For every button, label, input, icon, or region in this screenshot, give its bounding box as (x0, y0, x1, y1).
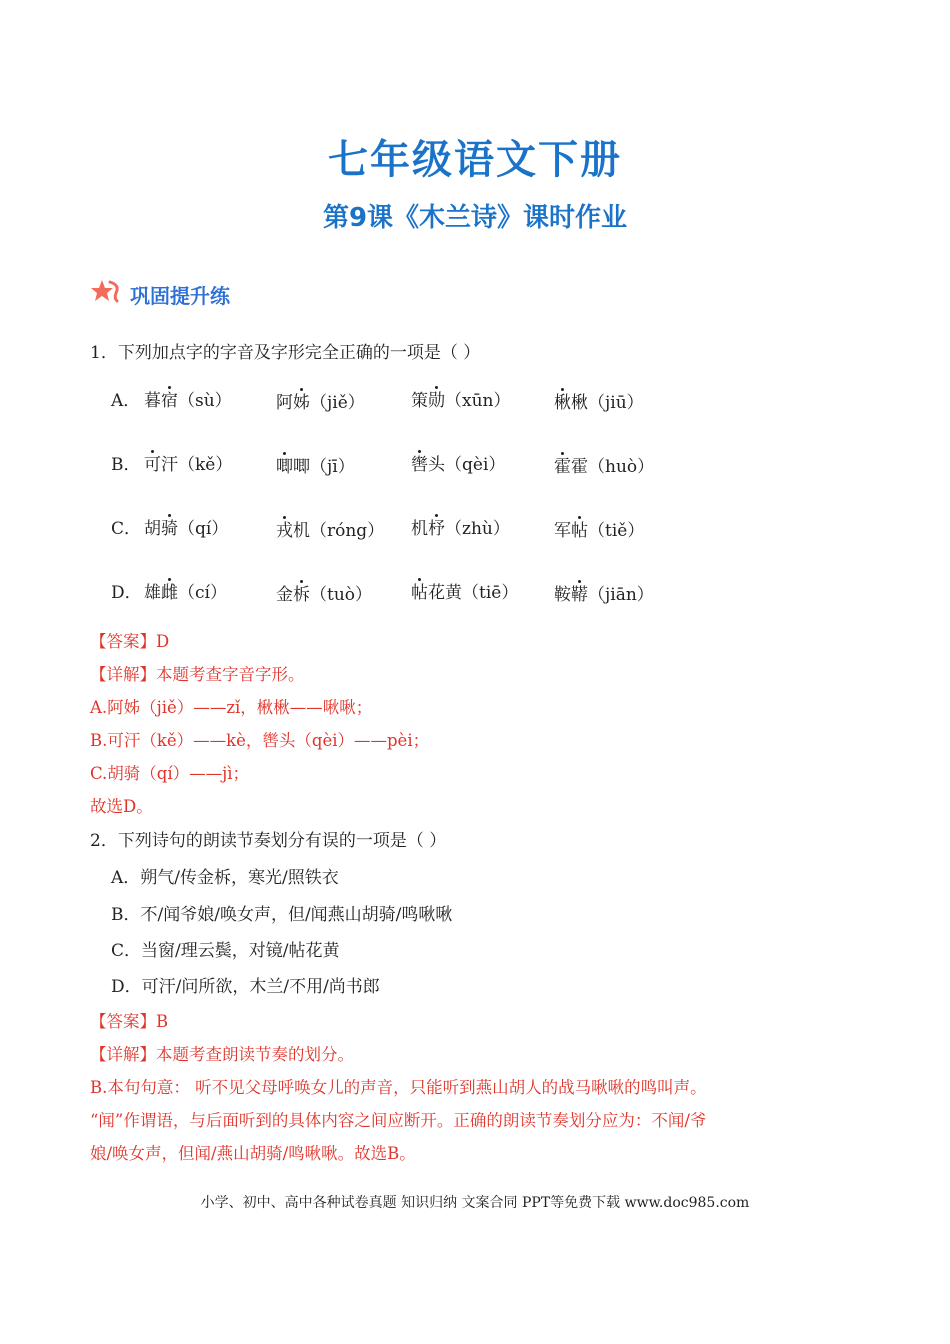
item-text: 机 (411, 519, 428, 539)
q1-option-d-item (411, 578, 518, 603)
item-text: （sù） (178, 391, 232, 411)
item-text: 头（qèi） (428, 455, 506, 475)
dotted-char: 骑 (161, 519, 178, 539)
dotted-char: 勋 (428, 391, 445, 411)
item-text: 雄 (144, 583, 161, 603)
q1-option-d-item (144, 578, 227, 603)
section-label: 巩固提升练 (130, 283, 230, 308)
q1-option-c-item (554, 516, 644, 541)
item-text: （tiě） (588, 521, 645, 541)
item-text: 金 (276, 585, 293, 605)
dotted-char: 可 (144, 455, 161, 475)
q1-stem: 1．下列加点字的字音及字形完全正确的一项是（ ） (90, 343, 481, 363)
dotted-char: 柝 (293, 585, 310, 605)
dotted-char: 辔 (411, 455, 428, 475)
q1-option-a-item (554, 388, 644, 413)
q1-answer: 【答案】D (90, 632, 170, 651)
item-text: （cí） (178, 583, 227, 603)
dotted-char: 姊 (293, 393, 310, 413)
q1-option-d-item (554, 580, 654, 605)
q1-option-d-letter: D． (111, 583, 142, 603)
q2-option-c: C．当窗/理云鬓，对镜/帖花黄 (111, 941, 340, 961)
q1-option-b-item (411, 450, 505, 475)
item-text: 军 (554, 521, 571, 541)
dotted-char: 唧 (276, 457, 293, 477)
dotted-char: 宿 (161, 391, 178, 411)
q2-analysis-line: “闻”作谓语，与后面听到的具体内容之间应断开。正确的朗读节奏划分应为：不闻/爷 (90, 1111, 707, 1130)
page-title: 七年级语文下册 (328, 137, 622, 183)
dotted-char: 杼 (428, 519, 445, 539)
dotted-char: 雌 (161, 583, 178, 603)
dotted-char: 霍 (554, 457, 571, 477)
item-text: 暮 (144, 391, 161, 411)
item-text: 策 (411, 391, 428, 411)
q1-option-c-item (411, 514, 510, 539)
q1-option-d-item (276, 580, 372, 605)
q1-option-c-item (276, 516, 384, 541)
item-text: 花黄（tiē） (428, 583, 519, 603)
q1-analysis-line: C.胡骑（qí）——jì； (90, 764, 250, 783)
item-text: 阿 (276, 393, 293, 413)
section-header (90, 279, 230, 309)
q2-option-a: A．朔气/传金柝，寒光/照铁衣 (111, 868, 339, 888)
item-text: （jiě） (310, 393, 365, 413)
item-text: 机（róng） (293, 521, 385, 541)
q1-option-b-item (144, 450, 232, 475)
footer: 小学、初中、高中各种试卷真题 知识归纳 文案合同 PPT等免费下载 www.doc985.com (200, 1195, 750, 1211)
q1-analysis-line: B.可汗（kě）——kè，辔头（qèi）——pèi； (90, 731, 430, 750)
q1-option-c-item (144, 514, 228, 539)
q2-analysis-line: 【详解】本题考查朗读节奏的划分。 (90, 1045, 354, 1064)
q2-answer: 【答案】B (90, 1012, 169, 1031)
item-text: （jiān） (588, 585, 654, 605)
dotted-char: 楸 (554, 393, 571, 413)
star-icon (90, 279, 124, 309)
q1-option-a-letter: A． (111, 391, 141, 411)
q1-option-a-item (276, 388, 365, 413)
q1-option-b-letter: B． (111, 455, 141, 475)
q2-option-d: D．可汗/问所欲，木兰/不用/尚书郎 (111, 977, 380, 997)
q2-stem: 2．下列诗句的朗读节奏划分有误的一项是（ ） (90, 831, 447, 851)
item-text: 霍（huò） (571, 457, 655, 477)
q2-option-b: B．不/闻爷娘/唤女声，但/闻燕山胡骑/鸣啾啾 (111, 905, 453, 925)
item-text: 鞍 (554, 585, 571, 605)
q1-option-a-item (411, 386, 511, 411)
item-text: 唧（jī） (293, 457, 355, 477)
q1-option-b-item (554, 452, 654, 477)
item-text: （xūn） (445, 391, 511, 411)
dotted-char: 戎 (276, 521, 293, 541)
item-text: （tuò） (310, 585, 373, 605)
q2-analysis-line: B.本句句意： 听不见父母呼唤女儿的声音，只能听到燕山胡人的战马啾啾的鸣叫声。 (90, 1078, 707, 1097)
item-text: （qí） (178, 519, 229, 539)
item-text: 楸（jiū） (571, 393, 644, 413)
item-text: （zhù） (445, 519, 510, 539)
q1-analysis-line: 故选D。 (90, 797, 153, 816)
page-subtitle: 第9课《木兰诗》课时作业 (322, 203, 628, 233)
item-text: 胡 (144, 519, 161, 539)
q1-analysis-line: A.阿姊（jiě）——zǐ，楸楸——啾啾； (90, 698, 373, 717)
q1-option-b-item (276, 452, 355, 477)
dotted-char: 帖 (571, 521, 588, 541)
dotted-char: 帖 (411, 583, 428, 603)
q2-analysis-line: 娘/唤女声，但闻/燕山胡骑/鸣啾啾。故选B。 (90, 1144, 416, 1163)
q1-option-c-letter: C． (111, 519, 142, 539)
q1-option-a-item (144, 386, 232, 411)
q1-analysis-line: 【详解】本题考查字音字形。 (90, 665, 305, 684)
dotted-char: 鞯 (571, 585, 588, 605)
item-text: 汗（kě） (161, 455, 233, 475)
